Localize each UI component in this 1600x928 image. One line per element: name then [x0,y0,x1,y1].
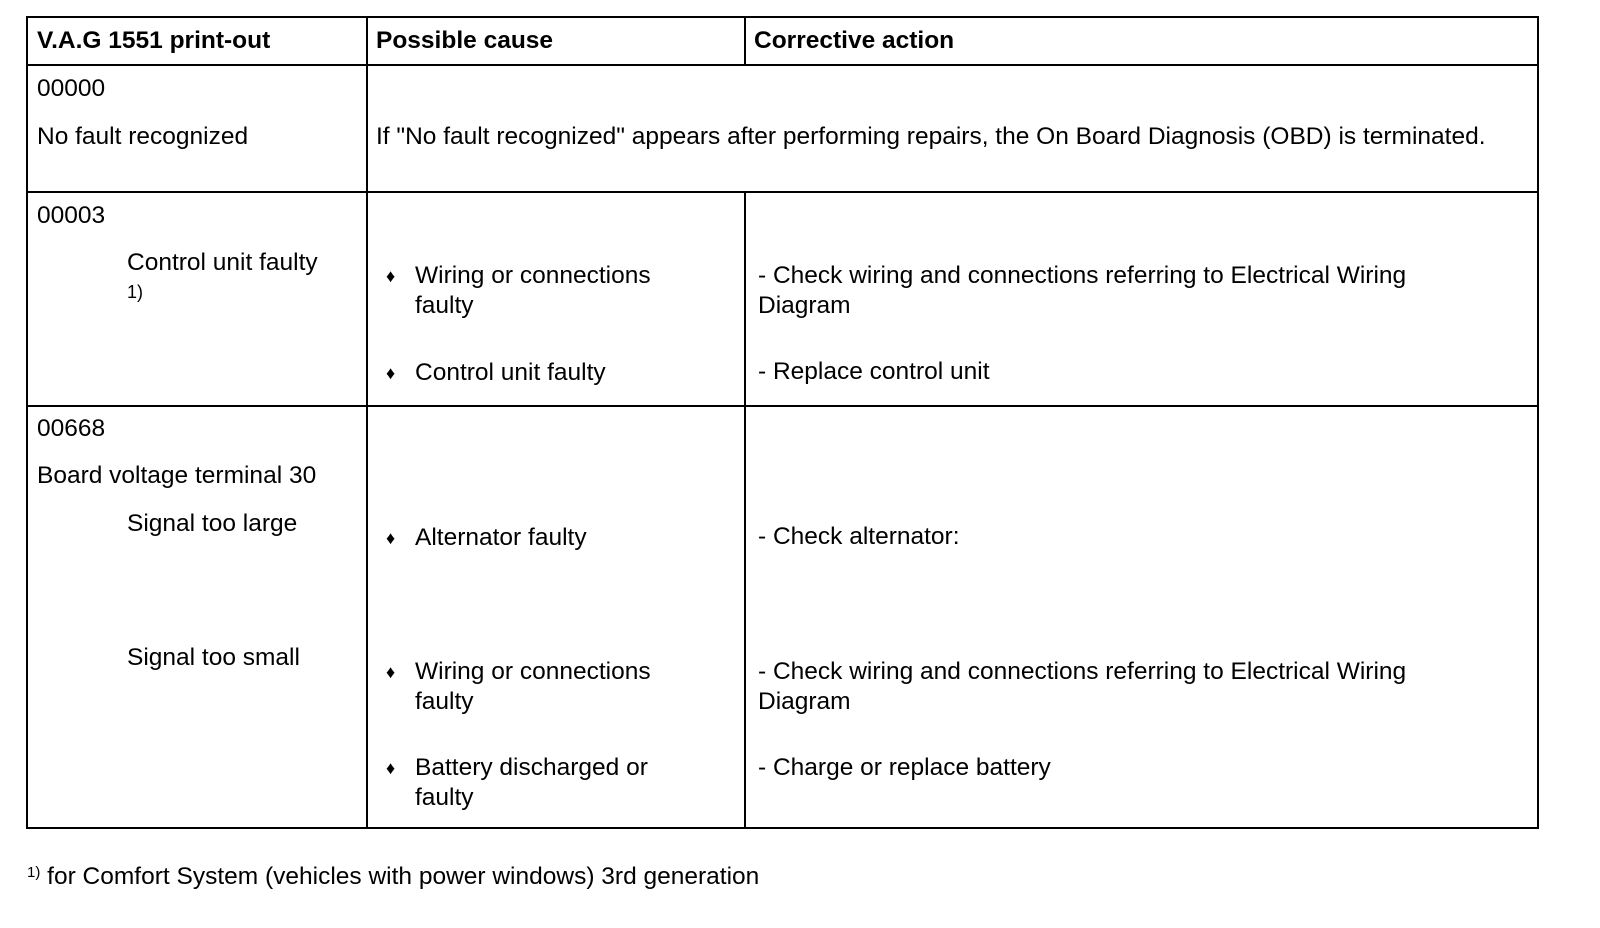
header-cause: Possible cause [376,27,554,54]
row3-code: 00668 [37,415,106,442]
col-divider-1 [366,18,368,829]
row3-description: Board voltage terminal 30 [37,462,317,489]
footnote [27,862,759,892]
row2-sub-label: Control unit faulty [127,249,318,276]
row2-sub-label-ref: 1) [127,282,144,302]
bullet-diamond: ♦ [386,266,396,286]
header-printout: V.A.G 1551 print-out [37,27,271,54]
row3-action-2: - Check wiring and connections referring to Electrical Wiring Diagram [758,658,1407,715]
row2-action-1: - Check wiring and connections referring to Electrical Wiring Diagram [758,262,1407,319]
row3-sub-label-1: Signal too large [127,510,298,537]
footnote-text: for Comfort System (vehicles with power windows) 3rd generation [47,863,760,890]
header-divider [28,64,1537,66]
header-action: Corrective action [754,27,955,54]
row2-cause-1: Wiring or connections faulty [415,262,651,319]
row3-sub-label-2: Signal too small [127,644,300,671]
bullet-diamond: ♦ [386,363,396,383]
bullet-diamond: ♦ [386,528,396,548]
bullet-diamond: ♦ [386,662,396,682]
row1-code: 00000 [37,75,106,102]
col-divider-2-header [744,18,746,66]
row-divider-1 [28,191,1537,193]
row2-code: 00003 [37,202,106,229]
row1-description: No fault recognized [37,123,249,150]
bullet-diamond: ♦ [386,758,396,778]
row3-action-3: - Charge or replace battery [758,754,1051,781]
row2-action-2: - Replace control unit [758,358,990,385]
footnote-ref: 1) [27,864,41,881]
row3-cause-1: Alternator faulty [415,524,587,551]
row3-cause-3: Battery discharged or faulty [415,754,648,811]
row-divider-2 [28,405,1537,407]
col-divider-2-body [744,191,746,829]
row3-cause-2: Wiring or connections faulty [415,658,651,715]
row2-cause-2: Control unit faulty [415,359,606,386]
row3-action-1: - Check alternator: [758,523,960,550]
row1-note: If "No fault recognized" appears after performing repairs, the On Board Diagnosis (OBD) is terminated. [376,123,1486,150]
